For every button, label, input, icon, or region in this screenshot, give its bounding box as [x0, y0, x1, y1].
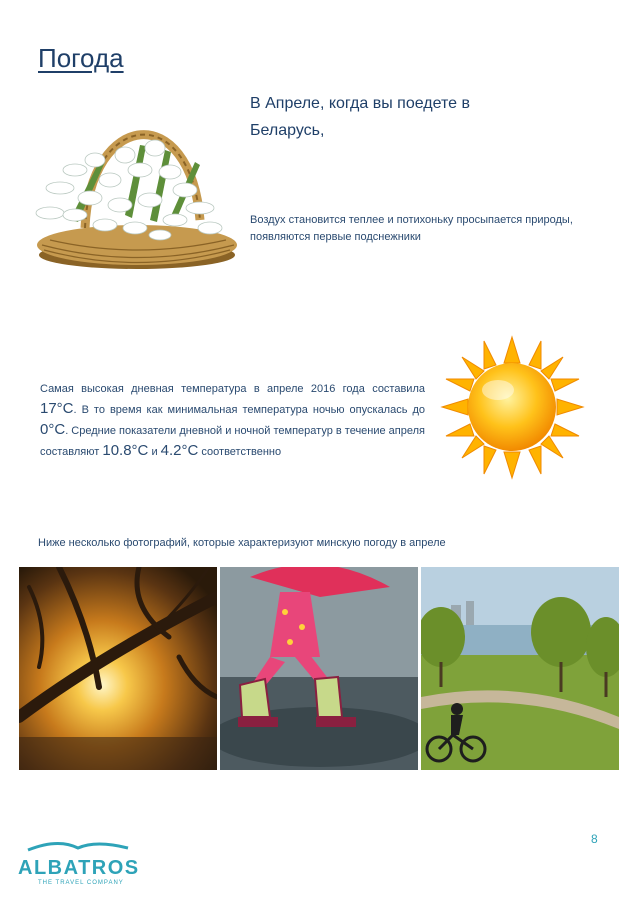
page-number: 8	[591, 832, 598, 846]
temp-and: и	[151, 446, 158, 458]
page-title: Погода	[38, 43, 124, 73]
photo-sunset-branches	[19, 567, 217, 770]
snowdrop-basket-image	[30, 100, 245, 275]
photo-rain-boots	[220, 567, 418, 770]
sun-image	[440, 335, 585, 480]
temp-text-2: . В то время как минимальная температура ночью опускалась до	[73, 404, 425, 416]
air-paragraph: Воздух становится теплее и потихоньку просыпается природы, появляются первые подснежники	[250, 214, 573, 243]
temperature-paragraph	[40, 379, 425, 462]
albatros-logo	[18, 836, 158, 886]
temp-avg-day-value: 10.8°C	[102, 442, 149, 459]
logo-name: ALBATROS	[18, 857, 140, 879]
temp-avg-night-value: 4.2°C	[160, 442, 199, 459]
temp-max-value: 17°C	[40, 400, 74, 417]
temp-min-value: 0°C	[40, 421, 66, 438]
temp-text-4: соответственно	[201, 446, 282, 458]
photo-park-cyclist	[421, 567, 619, 770]
intro-heading: В Апреле, когда вы поедете в Беларусь,	[250, 95, 470, 139]
logo-tagline: THE TRAVEL COMPANY	[38, 880, 124, 886]
photos-caption: Ниже несколько фотографий, которые характеризуют минскую погоду в апреле	[38, 537, 446, 549]
temp-text-3: . Средние показатели дневной и ночной температур в течение апреля составляют	[40, 425, 426, 458]
temp-text-1: Самая высокая дневная температура в апреле 2016 года составила	[40, 383, 425, 395]
